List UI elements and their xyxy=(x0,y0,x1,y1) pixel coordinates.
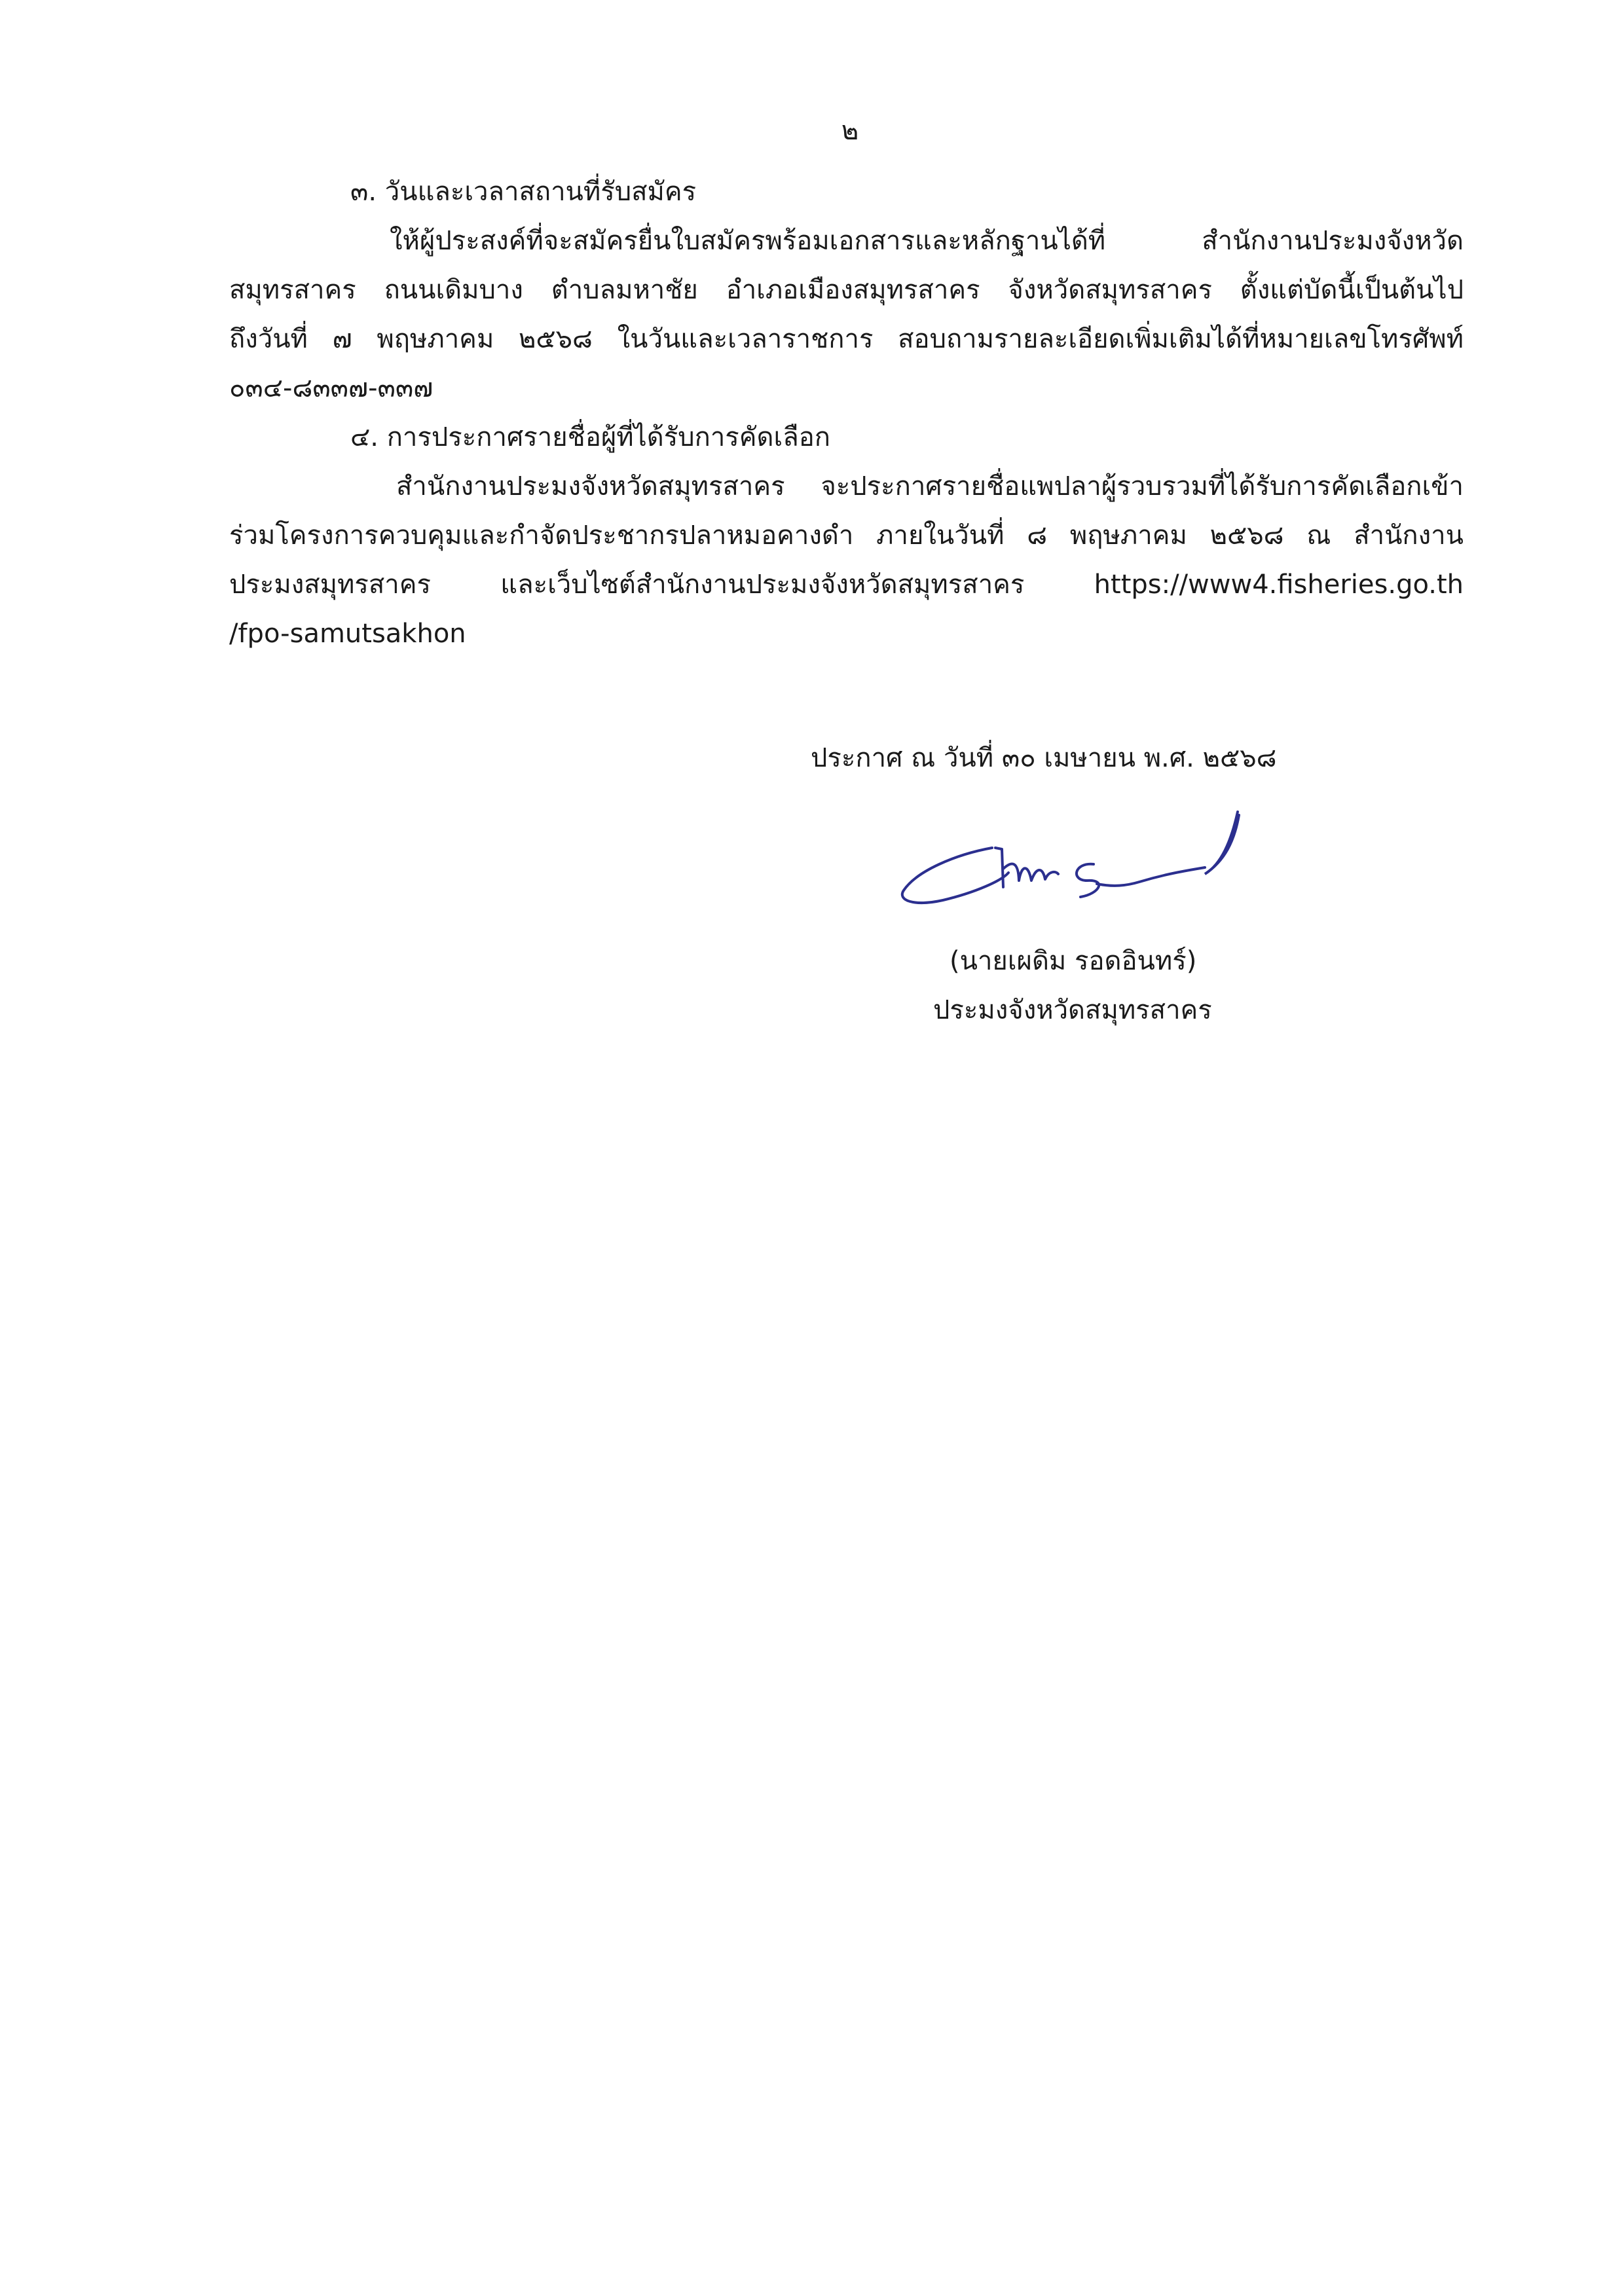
section-3-heading: ๓. วันและเวลาสถานที่รับสมัคร xyxy=(350,177,697,207)
signatory-name: (นายเผดิม รอดอินทร์) xyxy=(950,946,1197,976)
section-4-paragraph-line: ประมงสมุทรสาคร และเว็บไซต์สำนักงานประมงจังหวัดสมุทรสาคร https://www4.fisheries.go.th xyxy=(229,570,1464,600)
signature-stroke xyxy=(995,848,1058,887)
section-3-paragraph-line: ให้ผู้ประสงค์ที่จะสมัครยื่นใบสมัครพร้อมเอกสารและหลักฐานได้ที่ สำนักงานประมงจังหวัด xyxy=(390,226,1464,256)
handwritten-signature xyxy=(897,809,1264,939)
signature-stroke xyxy=(1205,812,1239,874)
section-4-heading: ๔. การประกาศรายชื่อผู้ที่ได้รับการคัดเลือก xyxy=(350,422,830,452)
signature-stroke xyxy=(1077,864,1205,897)
signatory-position: ประมงจังหวัดสมุทรสาคร xyxy=(933,995,1212,1025)
announcement-date: ประกาศ ณ วันที่ ๓๐ เมษายน พ.ศ. ๒๕๖๘ xyxy=(811,743,1277,773)
section-4-url-continuation: /fpo-samutsakhon xyxy=(229,619,466,649)
signature-stroke xyxy=(902,848,1008,903)
section-4-paragraph-line: สำนักงานประมงจังหวัดสมุทรสาคร จะประกาศรายชื่อแพปลาผู้รวบรวมที่ได้รับการคัดเลือกเข้า xyxy=(396,471,1464,501)
section-3-paragraph-line: ถึงวันที่ ๗ พฤษภาคม ๒๕๖๘ ในวันและเวลาราชการ สอบถามรายละเอียดเพิ่มเติมได้ที่หมายเลขโทรศัพท์ xyxy=(229,324,1464,354)
section-3-phone-number: ๐๓๔-๘๓๓๗-๓๓๗ xyxy=(229,373,434,403)
section-4-paragraph-line: ร่วมโครงการควบคุมและกำจัดประชากรปลาหมอคางดำ ภายในวันที่ ๘ พฤษภาคม ๒๕๖๘ ณ สำนักงาน xyxy=(229,520,1464,551)
page-number: ๒ xyxy=(841,116,859,146)
section-3-paragraph-line: สมุทรสาคร ถนนเดิมบาง ตำบลมหาชัย อำเภอเมืองสมุทรสาคร จังหวัดสมุทรสาคร ตั้งแต่บัดนี้เป็นต้นไป xyxy=(229,275,1464,305)
